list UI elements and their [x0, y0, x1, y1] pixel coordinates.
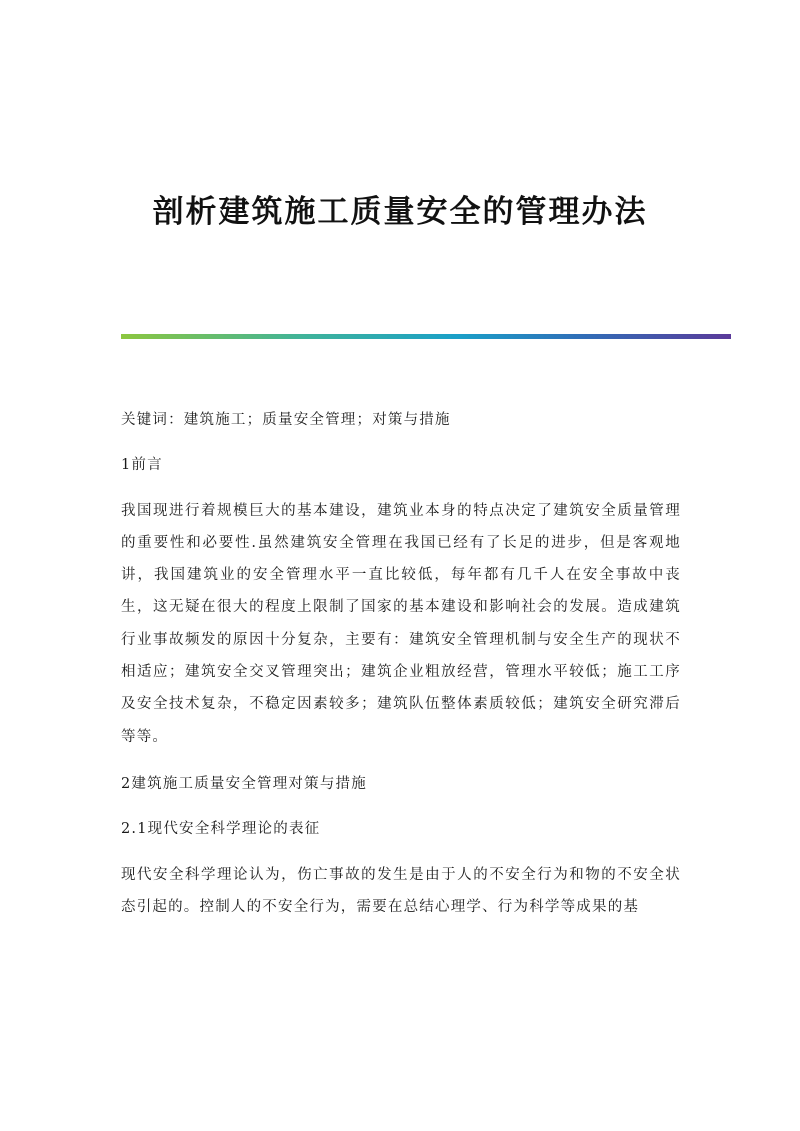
section-2-1-paragraph: 现代安全科学理论认为，伤亡事故的发生是由于人的不安全行为和物的不安全状态引起的。控制人的不安全行为，需要在总结心理学、行为科学等成果的基: [121, 866, 681, 915]
document-body: [121, 404, 681, 938]
section-1-heading: 1前言: [121, 457, 163, 474]
section-2-1-heading: 2.1现代安全科学理论的表征: [121, 821, 321, 838]
keywords-line: 关键词：建筑施工；质量安全管理；对策与措施: [121, 412, 451, 428]
section-2-heading: 2建筑施工质量安全管理对策与措施: [121, 775, 367, 792]
document-title: 剖析建筑施工质量安全的管理办法: [152, 194, 648, 230]
gradient-divider: [121, 334, 731, 339]
section-1-paragraph: 我国现进行着规模巨大的基本建设，建筑业本身的特点决定了建筑安全质量管理的重要性和必要性.虽然建筑安全管理在我国已经有了长足的进步，但是客观地讲，我国建筑业的安全管理水平一直比较低，每年都有几千人在安全事故中丧生，这无疑在很大的程度上限制了国家的基本建设和影响社会的发展。造成建筑行业事故频发的原因十分复杂，主要有：建筑安全管理机制与安全生产的现状不相适应；建筑安全交叉管理突出；建筑企业粗放经营，管理水平较低；施工工序及安全技术复杂，不稳定因素较多；建筑队伍整体素质较低；建筑安全研究滞后等等。: [121, 502, 681, 745]
